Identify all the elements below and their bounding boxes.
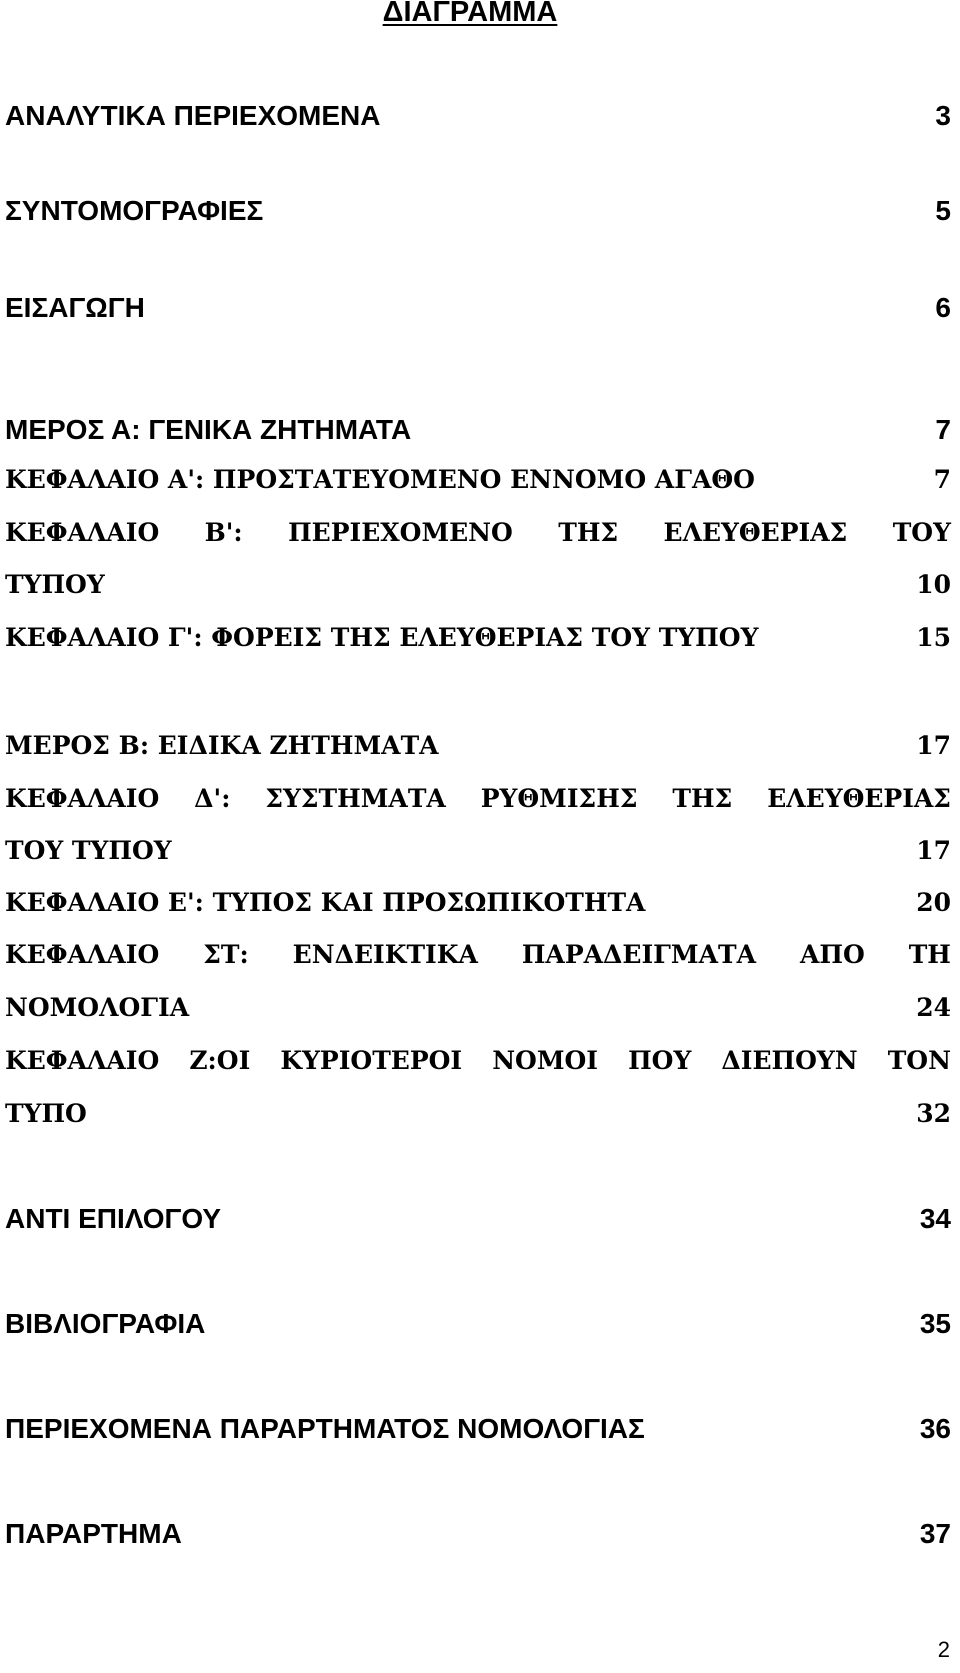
toc-entry-label: ΣΥΝΤΟΜΟΓΡΑΦΙΕΣ bbox=[5, 195, 264, 226]
toc-entry[interactable] bbox=[5, 1516, 951, 1552]
toc-entry-label: ΝΟΜΟΛΟΓΙΑ bbox=[5, 993, 190, 1022]
toc-entry-label: ΑΝΤΙ ΕΠΙΛΟΓΟΥ bbox=[5, 1203, 221, 1234]
toc-word: ΕΛΕΥΘΕΡΙΑΣ bbox=[767, 784, 951, 813]
toc-entry-page: 37 bbox=[919, 1518, 951, 1549]
toc-entry-label: ΠΕΡΙΕΧΟΜΕΝΑ ΠΑΡΑΡΤΗΜΑΤΟΣ ΝΟΜΟΛΟΓΙΑΣ bbox=[5, 1413, 645, 1444]
toc-word: ΠΕΡΙΕΧΟΜΕΝΟ bbox=[288, 518, 513, 547]
toc-word: ΠΑΡΑΔΕΙΓΜΑΤΑ bbox=[521, 940, 756, 969]
toc-entry-label: ΚΕΦΑΛΑΙΟ Γ': ΦΟΡΕΙΣ ΤΗΣ ΕΛΕΥΘΕΡΙΑΣ ΤΟΥ ΤΥΠΟΥ bbox=[5, 623, 759, 652]
toc-word: ΣΤ: bbox=[203, 940, 249, 969]
toc-word: Ζ:ΟΙ bbox=[189, 1046, 251, 1075]
toc-entry-line2[interactable] bbox=[5, 567, 951, 603]
toc-entry[interactable] bbox=[5, 462, 951, 498]
toc-entry[interactable] bbox=[5, 620, 951, 656]
toc-entry[interactable] bbox=[5, 98, 951, 134]
toc-entry[interactable] bbox=[5, 290, 951, 326]
toc-entry-page: 7 bbox=[933, 465, 951, 494]
toc-word: Β': bbox=[204, 518, 243, 547]
document-title: ΔΙΑΓΡΑΜΜΑ bbox=[382, 0, 558, 28]
toc-entry-page: 17 bbox=[916, 731, 951, 760]
toc-entry-line2[interactable] bbox=[5, 833, 951, 869]
toc-word: ΚΕΦΑΛΑΙΟ bbox=[5, 518, 160, 547]
toc-word: ΚΥΡΙΟΤΕΡΟΙ bbox=[280, 1046, 463, 1075]
toc-word: ΑΠΟ bbox=[799, 940, 865, 969]
toc-entry-label: ΜΕΡΟΣ Α: ΓΕΝΙΚΑ ΖΗΤΗΜΑΤΑ bbox=[5, 414, 412, 445]
toc-word: ΤΗ bbox=[908, 940, 951, 969]
toc-word: ΤΟΝ bbox=[887, 1046, 951, 1075]
toc-entry-line1[interactable] bbox=[5, 1043, 951, 1079]
toc-word: ΤΟΥ bbox=[892, 518, 951, 547]
toc-entry-label: ΜΕΡΟΣ Β: ΕΙΔΙΚΑ ΖΗΤΗΜΑΤΑ bbox=[5, 731, 439, 760]
toc-entry-line2[interactable] bbox=[5, 990, 951, 1026]
toc-word: ΕΝΔΕΙΚΤΙΚΑ bbox=[292, 940, 478, 969]
toc-entry-line1[interactable] bbox=[5, 781, 951, 817]
toc-entry-label: ΤΟΥ ΤΥΠΟΥ bbox=[5, 836, 172, 865]
toc-word: ΚΕΦΑΛΑΙΟ bbox=[5, 940, 160, 969]
toc-entry-line1[interactable] bbox=[5, 515, 951, 551]
toc-entry[interactable] bbox=[5, 1306, 951, 1342]
toc-word: ΤΗΣ bbox=[558, 518, 619, 547]
toc-entry[interactable] bbox=[5, 1201, 951, 1237]
toc-entry-label: ΕΙΣΑΓΩΓΗ bbox=[5, 292, 145, 323]
toc-entry-page: 35 bbox=[919, 1308, 951, 1339]
toc-entry-label: ΒΙΒΛΙΟΓΡΑΦΙΑ bbox=[5, 1308, 206, 1339]
toc-word: ΚΕΦΑΛΑΙΟ bbox=[5, 1046, 160, 1075]
toc-word: ΔΙΕΠΟΥΝ bbox=[721, 1046, 858, 1075]
toc-word: Δ': bbox=[194, 784, 231, 813]
toc-entry[interactable] bbox=[5, 193, 951, 229]
toc-entry-page: 10 bbox=[916, 570, 951, 599]
toc-entry-page: 7 bbox=[935, 414, 951, 445]
toc-word: ΚΕΦΑΛΑΙΟ bbox=[5, 784, 160, 813]
toc-entry-page: 34 bbox=[919, 1203, 951, 1234]
toc-entry[interactable] bbox=[5, 412, 951, 448]
toc-word: ΣΥΣΤΗΜΑΤΑ bbox=[265, 784, 446, 813]
toc-entry-label: ΤΥΠΟ bbox=[5, 1099, 87, 1128]
toc-entry[interactable] bbox=[5, 1411, 951, 1447]
page-number: 2 bbox=[937, 1637, 950, 1662]
toc-entry-page: 36 bbox=[919, 1413, 951, 1444]
toc-word: ΡΥΘΜΙΣΗΣ bbox=[480, 784, 638, 813]
toc-word: ΝΟΜΟΙ bbox=[492, 1046, 598, 1075]
toc-entry[interactable] bbox=[5, 885, 951, 921]
toc-word: ΤΗΣ bbox=[672, 784, 733, 813]
toc-entry-label: ΠΑΡΑΡΤΗΜΑ bbox=[5, 1518, 182, 1549]
toc-entry-page: 32 bbox=[916, 1099, 951, 1128]
toc-entry-label: ΤΥΠΟΥ bbox=[5, 570, 105, 599]
toc-entry-page: 5 bbox=[935, 195, 951, 226]
toc-entry-page: 17 bbox=[916, 836, 951, 865]
toc-entry-line2[interactable] bbox=[5, 1096, 951, 1132]
toc-entry-page: 6 bbox=[935, 292, 951, 323]
toc-word: ΠΟΥ bbox=[628, 1046, 692, 1075]
toc-entry-page: 15 bbox=[916, 623, 951, 652]
toc-entry-label: ΚΕΦΑΛΑΙΟ Α': ΠΡΟΣΤΑΤΕΥΟΜΕΝΟ ΕΝΝΟΜΟ ΑΓΑΘΟ bbox=[5, 465, 755, 494]
toc-word: ΕΛΕΥΘΕΡΙΑΣ bbox=[663, 518, 848, 547]
toc-entry-page: 24 bbox=[916, 993, 951, 1022]
toc-entry-label: ΚΕΦΑΛΑΙΟ Ε': ΤΥΠΟΣ ΚΑΙ ΠΡΟΣΩΠΙΚΟΤΗΤΑ bbox=[5, 888, 646, 917]
toc-entry-page: 20 bbox=[916, 888, 951, 917]
toc-entry[interactable] bbox=[5, 728, 951, 764]
toc-entry-page: 3 bbox=[935, 100, 951, 131]
toc-entry-label: ΑΝΑΛΥΤΙΚΑ ΠΕΡΙΕΧΟΜΕΝΑ bbox=[5, 100, 381, 131]
toc-entry-line1[interactable] bbox=[5, 937, 951, 973]
